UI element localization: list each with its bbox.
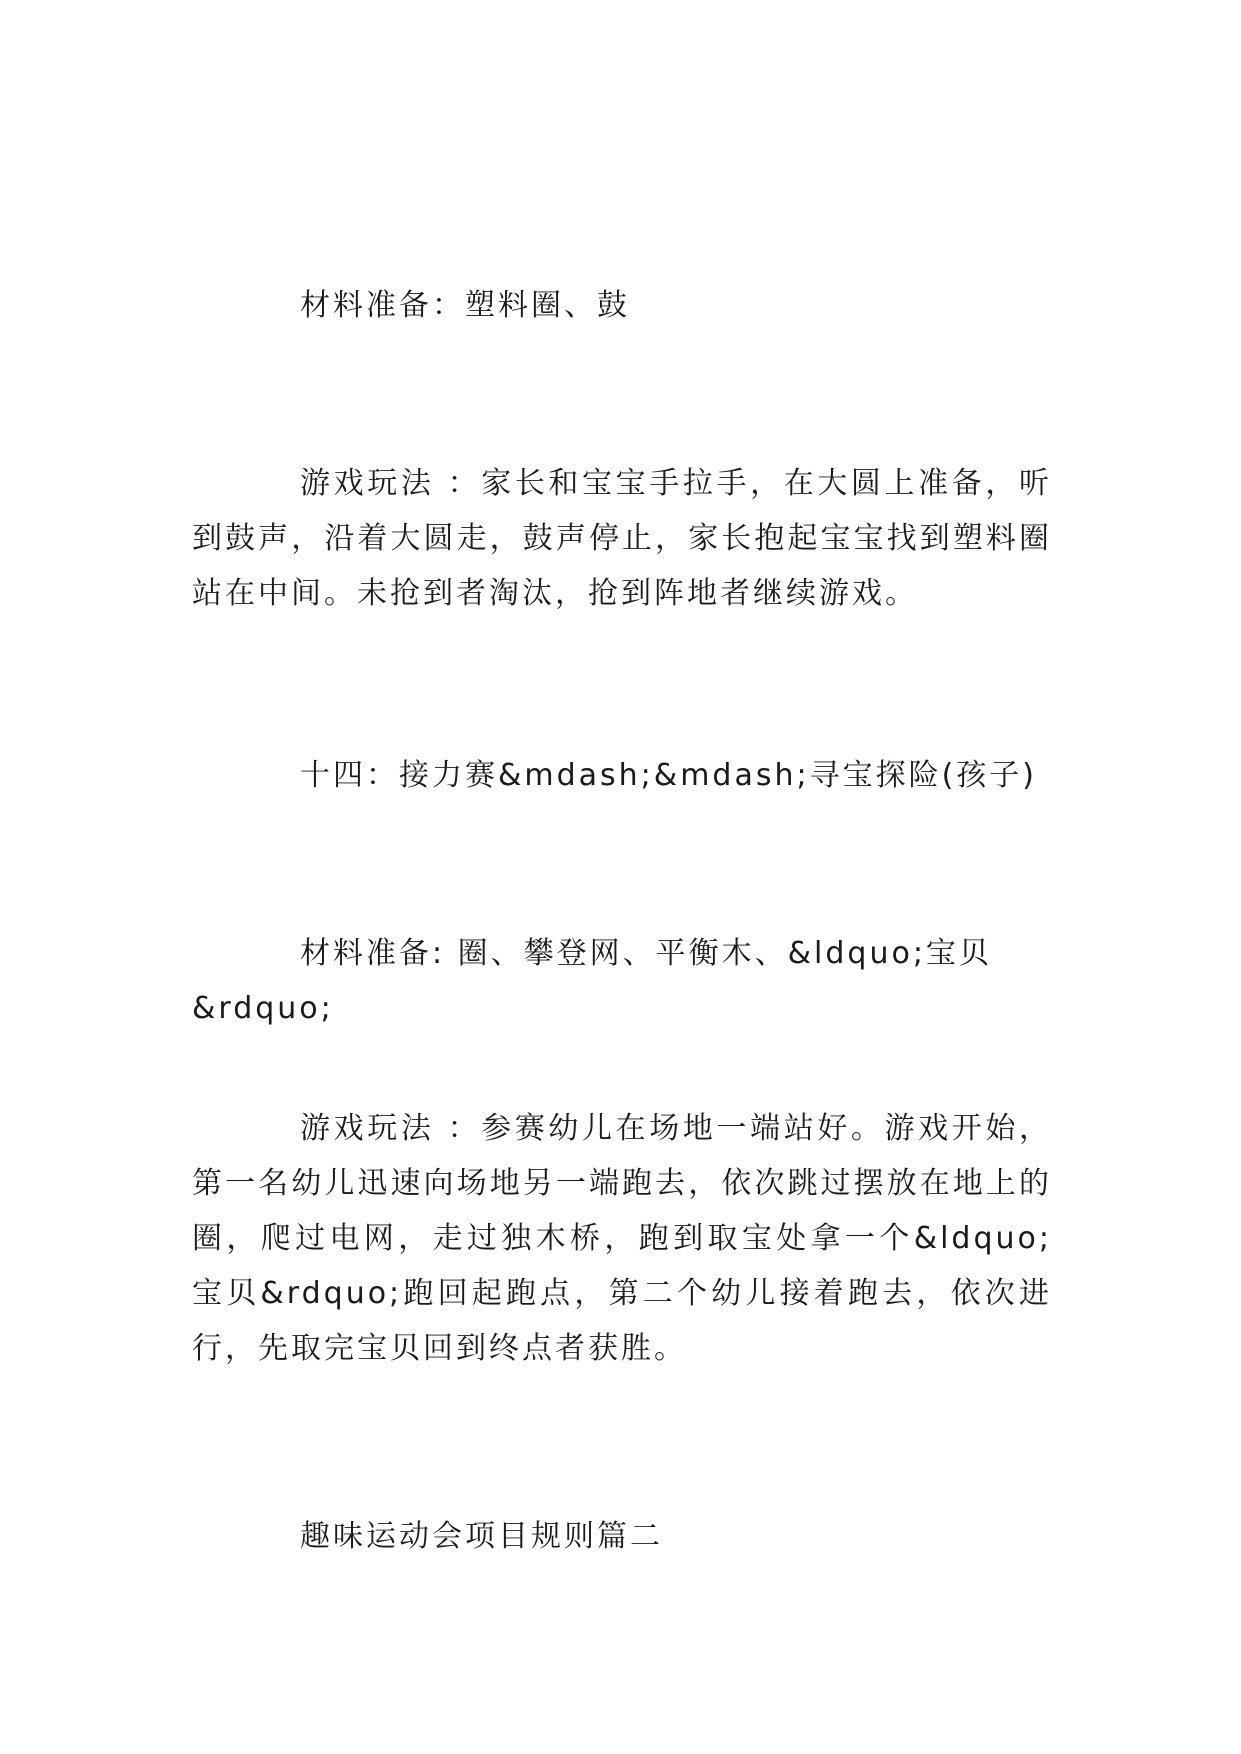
paragraph-materials-1: 材料准备：塑料圈、鼓 bbox=[300, 288, 630, 323]
paragraph-materials-2: 材料准备: 圈、攀登网、平衡木、&ldquo;宝贝&rdquo; bbox=[192, 936, 992, 1026]
section-title-part-two: 趣味运动会项目规则篇二 bbox=[300, 1519, 663, 1554]
paragraph-gameplay-1: 游戏玩法 ：家长和宝宝手拉手，在大圆上准备，听到鼓声，沿着大圆走，鼓声停止，家长抱起宝宝找到塑料圈站在中间。未抢到者淘汰，抢到阵地者继续游戏。 bbox=[192, 466, 1052, 611]
section-heading-14: 十四：接力赛&mdash;&mdash;寻宝探险(孩子) bbox=[300, 758, 1037, 793]
paragraph-gameplay-2: 游戏玩法 ：参赛幼儿在场地一端站好。游戏开始，第一名幼儿迅速向场地另一端跑去，依次跳过摆放在地上的圈，爬过电网，走过独木桥，跑到取宝处拿一个&ldquo;宝贝&rdquo;跑回起跑点，第二个幼儿接着跑去，依次进行，先取完宝贝回到终点者获胜。 bbox=[192, 1111, 1052, 1366]
